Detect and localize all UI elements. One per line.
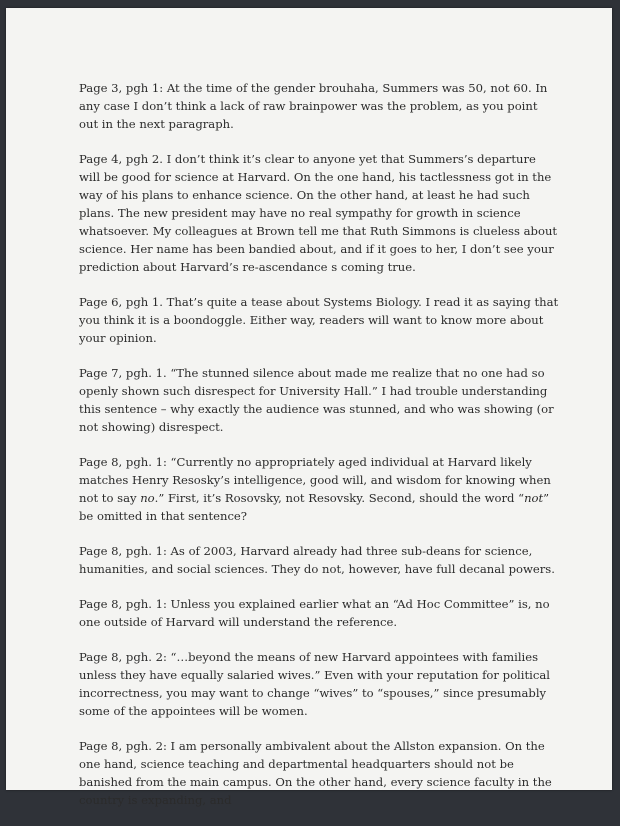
- document-page: [6, 8, 612, 807]
- quote-text-part2: .” First, it’s Rosovsky, not Resovsky. Second, should the word “: [154, 491, 525, 505]
- paragraph-page3-pgh1: Page 3, pgh 1: At the time of the gender brouhaha, Summers was 50, not 60. In any case I don’t think a lack of raw brainpower was the problem, as you point out in the next paragraph.: [79, 81, 548, 131]
- paragraph-page7-pgh1: Page 7, pgh. 1. “The stunned silence about made me realize that no one had so openly shown such disrespect for University Hall.” I had trouble understanding this sentence – why exactly the audience was stunned, and who was showing (or not showing) disrespect.: [79, 366, 554, 434]
- paragraph-page8-pgh2-wives: Page 8, pgh. 2: “…beyond the means of new Harvard appointees with families unless they have equally salaried wives.” Even with your reputation for political incorrectness, you may want to change “wives” to “spouses,” since presumably some of the appointees will be women.: [79, 650, 550, 718]
- paragraph-page8-pgh1-subdeans: Page 8, pgh. 1: As of 2003, Harvard already had three sub-deans for science, humanities, and social sciences. They do not, however, have full decanal powers.: [79, 544, 555, 576]
- document-body: [79, 79, 559, 826]
- quote-text-part1: Page 8, pgh. 1: “Currently no appropriately aged individual at Harvard likely matches Henry Resosky’s intelligence, good will, and wisdom for knowing when not to say: [79, 455, 551, 505]
- quote-italic-not: not: [524, 491, 544, 505]
- quote-italic-no: no: [140, 491, 155, 505]
- paragraph-page8-pgh1-quote: [79, 453, 559, 525]
- paragraph-page4-pgh2: Page 4, pgh 2. I don’t think it’s clear to anyone yet that Summers’s departure will be good for science at Harvard. On the one hand, his tactlessness got in the way of his plans to enhance science. On the other hand, at least he had such plans. The new president may have no real sympathy for growth in science whatsoever. My colleagues at Brown tell me that Ruth Simmons is clueless about science. Her name has been bandied about, and if it goes to her, I don’t see your prediction about Harvard’s re-ascendance s coming true.: [79, 152, 558, 274]
- quote-text-part3: ” be omitted in that sentence?: [79, 491, 550, 523]
- paragraph-page6-pgh1: Page 6, pgh 1. That’s quite a tease about Systems Biology. I read it as saying that you think it is a boondoggle. Either way, readers will want to know more about your opinion.: [79, 295, 559, 345]
- paragraph-page8-pgh1-adhoc: Page 8, pgh. 1: Unless you explained earlier what an “Ad Hoc Committee” is, no one outside of Harvard will understand the reference.: [79, 597, 550, 629]
- paragraph-page8-pgh2-allston: Page 8, pgh. 2: I am personally ambivalent about the Allston expansion. On the one hand, science teaching and departmental headquarters should not be banished from the main campus. On the other hand, every science faculty in the country is expanding, and: [79, 739, 552, 807]
